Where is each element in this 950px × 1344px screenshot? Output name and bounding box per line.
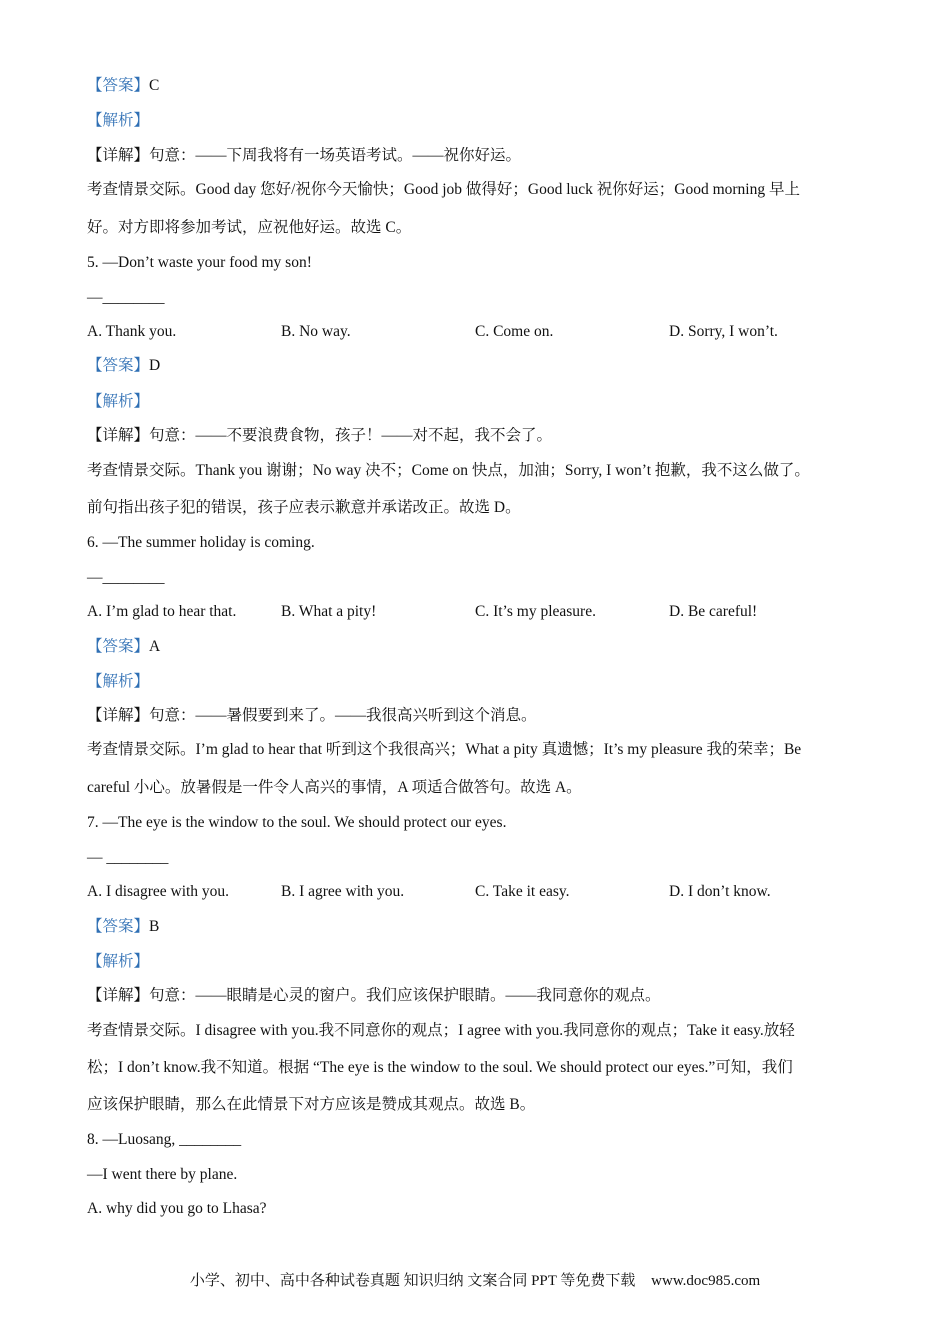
text-line (87, 1130, 241, 1150)
option-d: D. Be careful! (669, 603, 758, 620)
detail-line (87, 146, 521, 166)
analysis-label: 【解析】 (87, 393, 150, 410)
analysis-label-line (87, 672, 149, 692)
text-line (87, 1095, 535, 1115)
line-text: 5. —Don’t waste your food my son! (87, 254, 312, 271)
line-text: 考查情景交际。I’m glad to hear that 听到这个我很高兴；What a pity 真遗憾；It’s my pleasure 我的荣幸；Be (87, 741, 802, 758)
text-line (87, 778, 582, 798)
text-line (87, 180, 800, 200)
option-d: D. I don’t know. (669, 883, 771, 900)
detail-label: 【详解】 (87, 707, 150, 724)
text-line (87, 1021, 795, 1041)
text-line (87, 498, 521, 518)
text-line (87, 288, 165, 308)
detail-label: 【详解】 (87, 427, 150, 444)
line-text: 考查情景交际。I disagree with you.我不同意你的观点；I agree with you.我同意你的观点；Take it easy.放轻 (87, 1022, 795, 1039)
detail-text: 句意：——眼睛是心灵的窗户。我们应该保护眼睛。——我同意你的观点。 (149, 987, 661, 1004)
answer-value: B (149, 918, 160, 935)
text-line (87, 813, 506, 833)
option-a: A. I disagree with you. (87, 883, 230, 900)
analysis-label-line (87, 952, 149, 972)
footer-url: www.doc985.com (651, 1273, 761, 1289)
text-line (87, 533, 315, 553)
line-text: 8. —Luosang, ________ (87, 1131, 242, 1148)
line-text: 考查情景交际。Thank you 谢谢；No way 决不；Come on 快点，加油；Sorry, I won’t 抱歉，我不这么做了。 (87, 462, 810, 479)
line-text: — ________ (87, 849, 169, 866)
detail-label: 【详解】 (87, 987, 150, 1004)
text-line (87, 848, 168, 868)
option-a: A. I’m glad to hear that. (87, 603, 237, 620)
line-text: 好。对方即将参加考试，应祝他好运。故选 C。 (87, 219, 412, 236)
line-text: 前句指出孩子犯的错误，孩子应表示歉意并承诺改正。故选 D。 (87, 499, 521, 516)
analysis-label-line (87, 392, 149, 412)
option-b: B. What a pity! (281, 603, 377, 620)
option-c: C. It’s my pleasure. (475, 603, 596, 620)
option-a: A. Thank you. (87, 323, 177, 340)
answer-line (87, 917, 159, 937)
line-text: 松；I don’t know.我不知道。根据 “The eye is the window to the soul. We should protect our eyes.”可知，我们 (87, 1059, 793, 1076)
line-text: 6. —The summer holiday is coming. (87, 534, 315, 551)
line-text: —________ (87, 569, 165, 586)
detail-line (87, 706, 537, 726)
answer-line (87, 76, 159, 96)
answer-value: D (149, 357, 161, 374)
answer-value: A (149, 638, 161, 655)
line-text: 考查情景交际。Good day 您好/祝你今天愉快；Good job 做得好；Good luck 祝你好运；Good morning 早上 (87, 181, 800, 198)
line-text: —________ (87, 289, 165, 306)
text-line (87, 568, 165, 588)
text-line (87, 1058, 793, 1078)
text-line (87, 1165, 237, 1185)
footer-text: 小学、初中、高中各种试卷真题 知识归纳 文案合同 PPT 等免费下载 (189, 1273, 636, 1289)
option-b: B. No way. (281, 323, 351, 340)
detail-label: 【详解】 (87, 147, 150, 164)
answer-value: C (149, 77, 160, 94)
line-text: —I went there by plane. (87, 1166, 238, 1183)
option-c: C. Come on. (475, 323, 554, 340)
detail-line (87, 426, 552, 446)
text-line (87, 461, 810, 481)
text-line (87, 253, 312, 273)
analysis-label: 【解析】 (87, 953, 150, 970)
text-line (87, 740, 801, 760)
line-text: 应该保护眼睛，那么在此情景下对方应该是赞成其观点。故选 B。 (87, 1096, 536, 1113)
option-b: B. I agree with you. (281, 883, 405, 900)
line-text: A. why did you go to Lhasa? (87, 1200, 267, 1217)
answer-line (87, 637, 160, 657)
analysis-label: 【解析】 (87, 673, 150, 690)
page-footer (0, 1269, 950, 1290)
analysis-label-line (87, 111, 149, 131)
text-line (87, 218, 411, 238)
analysis-label: 【解析】 (87, 112, 150, 129)
detail-text: 句意：——暑假要到来了。——我很高兴听到这个消息。 (149, 707, 537, 724)
detail-line (87, 986, 661, 1006)
answer-label: 【答案】 (87, 638, 150, 655)
answer-line (87, 356, 160, 376)
line-text: 7. —The eye is the window to the soul. We should protect our eyes. (87, 814, 507, 831)
detail-text: 句意：——下周我将有一场英语考试。——祝你好运。 (149, 147, 522, 164)
option-c: C. Take it easy. (475, 883, 570, 900)
text-line (87, 1199, 267, 1219)
answer-label: 【答案】 (87, 918, 150, 935)
detail-text: 句意：——不要浪费食物，孩子！——对不起，我不会了。 (149, 427, 553, 444)
line-text: careful 小心。放暑假是一件令人高兴的事情，A 项适合做答句。故选 A。 (87, 779, 582, 796)
answer-label: 【答案】 (87, 77, 150, 94)
answer-label: 【答案】 (87, 357, 150, 374)
option-d: D. Sorry, I won’t. (669, 323, 778, 340)
